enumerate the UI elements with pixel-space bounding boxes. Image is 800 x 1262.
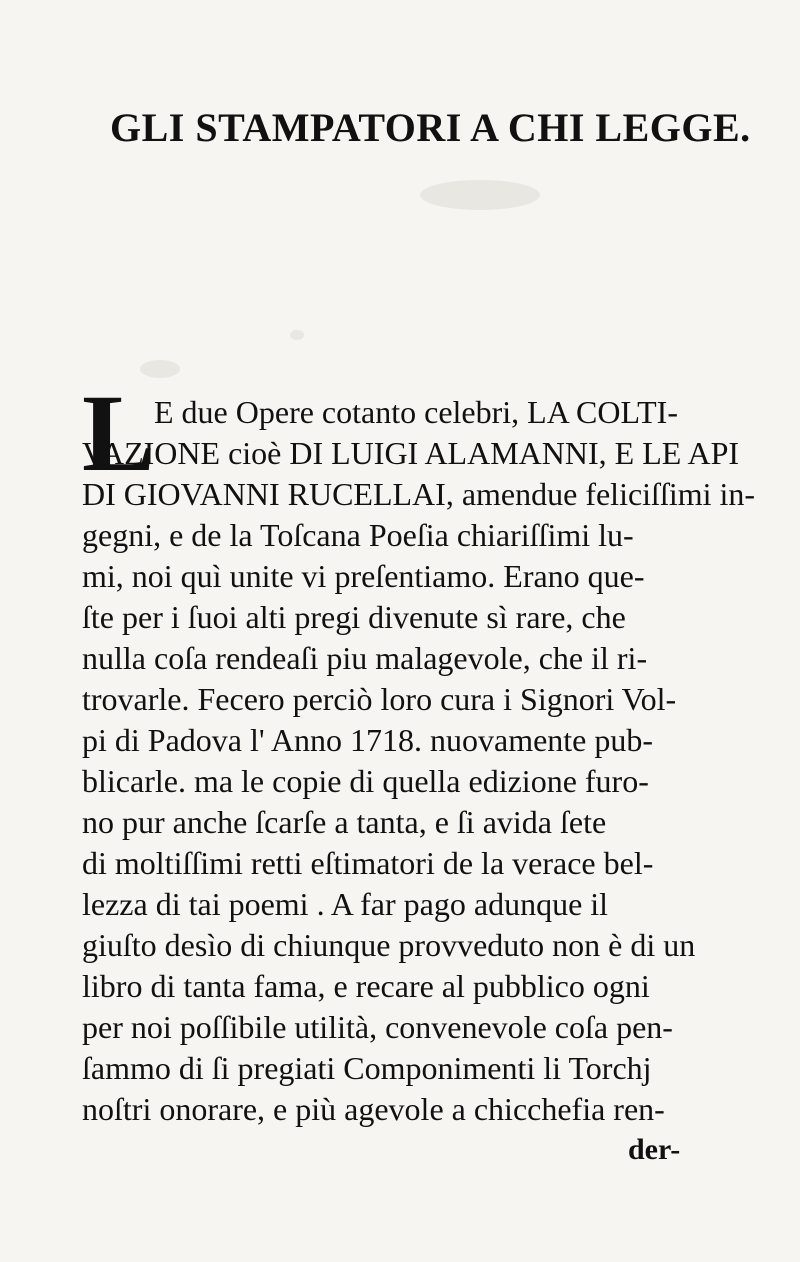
text-line: E due Opere cotanto celebri, LA COLTI- <box>154 394 678 430</box>
text-line: ſte per i ſuoi alti pregi divenute sì rare, che <box>82 599 626 635</box>
text-line: giuſto desìo di chiunque provveduto non è di un <box>82 927 696 963</box>
text-line: gegni, e de la Toſcana Poeſia chiariſſimi lu- <box>82 517 634 553</box>
text-line: libro di tanta fama, e recare al pubblico ogni <box>82 968 650 1004</box>
text-line: VAZIONE cioè DI LUIGI ALAMANNI, E LE API <box>82 435 740 471</box>
text-line: di moltiſſimi retti eſtimatori de la verace bel- <box>82 845 654 881</box>
text-line: trovarle. Fecero perciò loro cura i Signori Vol- <box>82 681 677 717</box>
text-line: DI GIOVANNI RUCELLAI, amendue feliciſſimi in- <box>82 476 756 512</box>
text-line: nulla coſa rendeaſi piu malagevole, che il ri- <box>82 640 648 676</box>
text-line: per noi poſſibile utilità, convenevole coſa pen- <box>82 1009 673 1045</box>
text-line: ſammo di ſi pregiati Componimenti li Torchj <box>82 1050 652 1086</box>
drop-cap: L <box>82 372 156 494</box>
paper-stain <box>290 330 304 340</box>
text-line: lezza di tai poemi . A far pago adunque il <box>82 886 609 922</box>
text-line: pi di Padova l' Anno 1718. nuovamente pub- <box>82 722 654 758</box>
text-line: blicarle. ma le copie di quella edizione furo- <box>82 763 649 799</box>
paper-stain <box>420 180 540 210</box>
catchword: der- <box>628 1133 681 1166</box>
text-line: no pur anche ſcarſe a tanta, e ſi avida ſete <box>82 804 607 840</box>
text-line: noſtri onorare, e più agevole a chicchefia ren- <box>82 1091 665 1127</box>
body-text <box>82 372 756 1130</box>
text-line: mi, noi quì unite vi preſentiamo. Erano que- <box>82 558 645 594</box>
page-heading: GLI STAMPATORI A CHI LEGGE. <box>110 105 751 150</box>
